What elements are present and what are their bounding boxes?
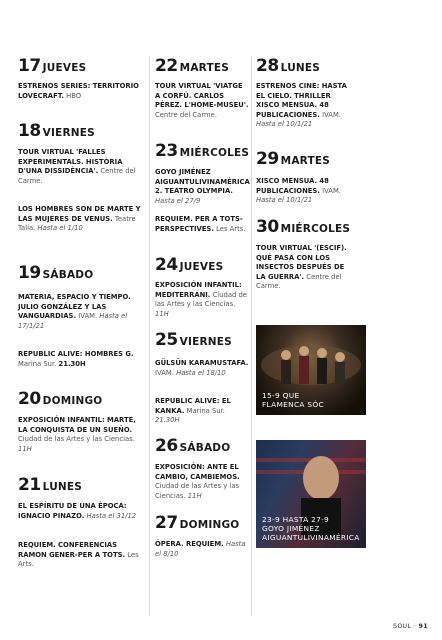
event-item: TOUR VIRTUAL '(ESCIF). QUÉ PASA CON LOS INSECTOS DESPUÉS DE LA GUERRA'. Centre del Carme. [256,244,347,291]
event-item: LOS HOMBRES SON DE MARTE Y LAS MUJERES DE VENUS. Teatre Talía. Hasta el 1/10 [18,205,141,233]
event-item: GÜLSÜN KARAMUSTAFA. IVAM. Hasta el 18/10 [155,359,249,377]
column-divider [149,56,150,616]
event-item: EL ESPÍRITU DE UNA ÉPOCA: IGNACIO PINAZO. Hasta el 31/12 [18,502,137,520]
event-item: TOUR VIRTUAL 'FALLES EXPERIMENTALS. HISTÒRIA D'UNA DISSIDÈNCIA'. Centre del Carme. [18,148,136,185]
day-heading: 18 VIERNES [18,121,95,141]
day-heading: 28 LUNES [256,56,321,76]
event-item: EXPOSICIÓN: ANTE EL CAMBIO, CAMBIEMOS. Ciudad de las Artes y las Ciencias. 11H [155,463,240,500]
day-heading: 17 JUEVES [18,56,87,76]
event-item: ESTRENOS CINE: HASTA EL CIELO. THRILLER XISCO MENSUA. 48 PUBLICACIONES. IVAM. Hasta el 10/1/21 [256,82,347,129]
page-footer: SOUL · 91 [393,623,428,630]
event-item: REPUBLIC ALIVE: HOMBRES G. Marina Sur. 21.30H [18,350,134,368]
day-heading: 19 SÁBADO [18,263,94,283]
day-heading: 25 VIERNES [155,330,232,350]
event-item: EXPOSICIÓN INFANTIL: MARTE, LA CONQUISTA DE UN SUEÑO. Ciudad de las Artes y las Ciencias. 11H [18,416,136,453]
photo-caption: 15-9 QUE FLAMENCA SÓC [262,391,325,409]
day-heading: 30 MIÉRCOLES [256,217,351,237]
day-heading: 26 SÁBADO [155,436,231,456]
photo-caption: 23-9 HASTA 27-9 GOYO JIMÉNEZ AIGUANTULIVINAMÉRICA [262,515,360,542]
day-heading: 20 DOMINGO [18,389,103,409]
event-item: REQUIEM. PER A TOTS-PERSPECTIVES. Les Arts. [155,215,246,233]
day-heading: 27 DOMINGO [155,513,240,533]
day-heading: 21 LUNES [18,475,83,495]
day-heading: 29 MARTES [256,149,330,169]
event-item: TOUR VIRTUAL 'VIATGE A CORFÚ. CARLOS PÉREZ. L'HOME-MUSEU'. Centre del Carme. [155,82,249,119]
event-item: ESTRENOS SERIES: TERRITORIO LOVECRAFT. HBO [18,82,139,100]
event-item: REPUBLIC ALIVE: EL KANKA. Marina Sur. 21.30H [155,397,231,425]
day-heading: 22 MARTES [155,56,229,76]
day-heading: 24 JUEVES [155,255,224,275]
page-number: 91 [418,623,428,630]
concert-photo [256,325,366,415]
comedian-photo [256,440,366,548]
column-divider [251,56,252,616]
event-item: EXPOSICIÓN INFANTIL: MEDITERRANI. Ciudad de las Artes y las Ciencias. 11H [155,281,247,318]
event-item: REQUIEM. CONFERENCIAS RAMON GENER-PER A TOTS. Les Arts. [18,541,139,569]
event-item: GOYO JIMÉNEZ AIGUANTULIVINAMÉRICA 2. TEATRO OLYMPIA. Hasta el 27/9 [155,168,250,205]
event-item: XISCO MENSUA. 48 PUBLICACIONES. IVAM. Hasta el 10/1/21 [256,177,341,205]
event-item: ÓPERA. REQUIEM. Hasta el 8/10 [155,540,246,558]
day-heading: 23 MIÉRCOLES [155,141,250,161]
event-item: MATERIA, ESPACIO Y TIEMPO. JULIO GONZÁLEZ Y LAS VANGUARDIAS. IVAM. Hasta el 17/1/21 [18,293,131,330]
magazine-name: SOUL [393,623,412,630]
